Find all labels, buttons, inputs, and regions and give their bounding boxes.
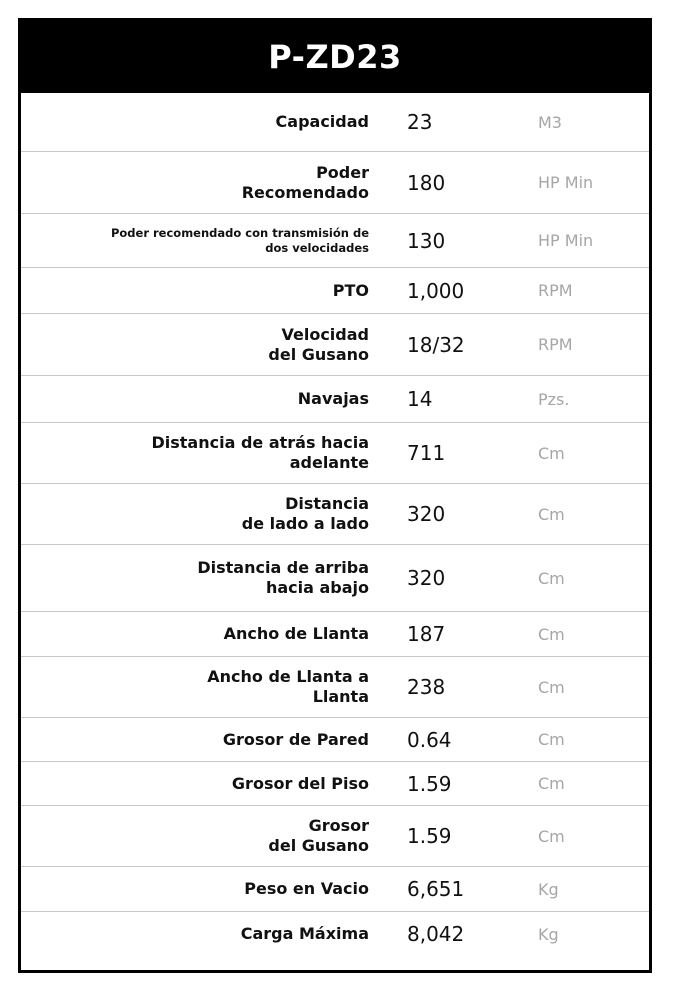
spec-value: 180 — [407, 170, 446, 195]
card-header — [21, 21, 649, 93]
spec-value: 1.59 — [407, 771, 452, 796]
spec-label: Navajas — [297, 389, 369, 408]
spec-value: 238 — [407, 675, 446, 699]
spec-row-peso-vacio — [21, 867, 649, 912]
spec-unit: Cm — [538, 443, 565, 463]
spec-label: Poder recomendado con transmisión de dos velocidades — [110, 225, 369, 255]
spec-unit: RPM — [538, 281, 573, 300]
spec-unit: Kg — [538, 924, 559, 944]
spec-row-grosor-pared — [21, 718, 649, 762]
spec-label: Grosor del Gusano — [268, 816, 369, 855]
spec-row-ancho-llanta — [21, 612, 649, 657]
spec-value: 1,000 — [407, 278, 465, 303]
spec-label: Peso en Vacio — [244, 879, 369, 898]
spec-row-distancia-lado-lado — [21, 484, 649, 545]
spec-row-poder-recomendado — [21, 152, 649, 214]
spec-label: Ancho de Llanta — [223, 624, 369, 643]
spec-unit: HP Min — [538, 231, 594, 250]
spec-label: Velocidad del Gusano — [268, 324, 369, 364]
spec-unit: Cm — [538, 504, 565, 524]
spec-value: 0.64 — [407, 727, 452, 752]
spec-value: 6,651 — [407, 877, 465, 901]
spec-row-capacidad — [21, 93, 649, 152]
spec-value: 23 — [407, 110, 433, 134]
spec-row-grosor-piso — [21, 762, 649, 806]
spec-label: Grosor del Piso — [231, 773, 369, 793]
spec-label: Distancia de atrás hacia adelante — [151, 433, 369, 472]
spec-row-velocidad-gusano — [21, 314, 649, 376]
spec-row-carga-maxima — [21, 912, 649, 956]
spec-label: Distancia de arriba hacia abajo — [197, 558, 369, 597]
spec-unit: RPM — [538, 335, 573, 354]
spec-label: Grosor de Pared — [222, 729, 369, 749]
spec-value: 187 — [407, 622, 446, 646]
spec-label: Ancho de Llanta a Llanta — [207, 667, 369, 706]
spec-value: 130 — [407, 228, 446, 253]
spec-row-distancia-atras-adelante — [21, 423, 649, 484]
spec-label: Carga Máxima — [240, 924, 369, 943]
spec-row-distancia-arriba-abajo — [21, 545, 649, 612]
spec-label: Poder Recomendado — [241, 162, 369, 202]
spec-unit: M3 — [538, 112, 562, 132]
spec-row-grosor-gusano — [21, 806, 649, 867]
product-title: P-ZD23 — [268, 38, 402, 76]
spec-unit: Cm — [538, 826, 565, 846]
spec-unit: Kg — [538, 879, 559, 899]
spec-row-poder-dos-velocidades — [21, 214, 649, 268]
spec-value: 8,042 — [407, 922, 465, 946]
spec-unit: Pzs. — [538, 389, 570, 409]
spec-unit: Cm — [538, 624, 565, 644]
spec-unit: Cm — [538, 774, 565, 793]
spec-value: 18/32 — [407, 332, 465, 357]
spec-row-navajas — [21, 376, 649, 423]
spec-unit: HP Min — [538, 173, 594, 192]
spec-label: Distancia de lado a lado — [241, 494, 369, 533]
spec-label: Capacidad — [275, 112, 369, 131]
spec-row-pto — [21, 268, 649, 314]
spec-row-ancho-llanta-a-llanta — [21, 657, 649, 718]
spec-value: 320 — [407, 502, 446, 526]
spec-unit: Cm — [538, 677, 565, 697]
spec-card — [18, 18, 652, 973]
spec-unit: Cm — [538, 568, 565, 588]
spec-value: 711 — [407, 441, 446, 465]
spec-label: PTO — [332, 280, 369, 300]
spec-value: 1.59 — [407, 824, 452, 848]
spec-unit: Cm — [538, 730, 565, 749]
spec-value: 320 — [407, 566, 446, 590]
spec-value: 14 — [407, 387, 433, 411]
